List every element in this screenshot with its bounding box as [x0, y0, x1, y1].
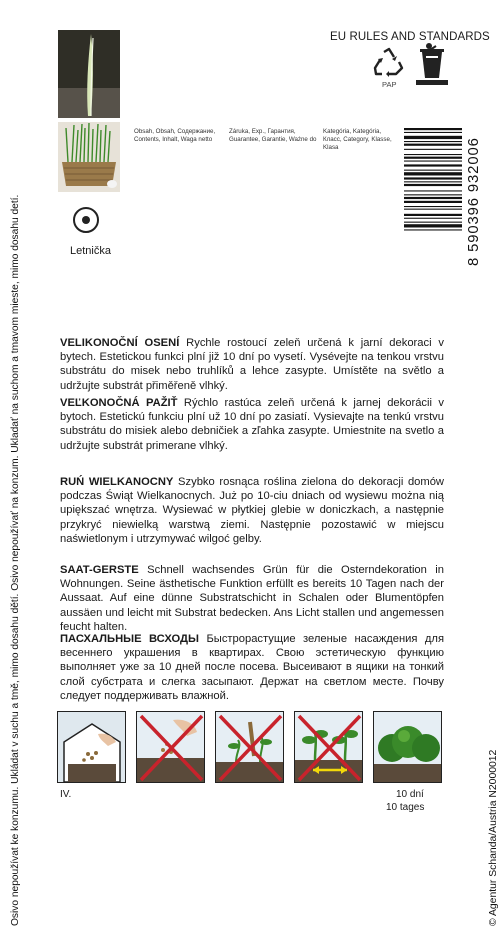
recycle-icon — [372, 46, 406, 80]
sow-month-label: IV. — [60, 789, 72, 800]
barcode-bar — [404, 149, 462, 150]
harvest-days-label: 10 dní — [396, 789, 424, 800]
storage-note-vertical: Osivo nepoužívat ke konzumu. Ukládat v suchu a tmě, mimo dosahu dětí. Osivo nepoužívať na konzum. Ukladať na suchom a tmavom mieste, mimo dosahu detí. — [10, 194, 21, 926]
description-pl-text: Szybko rosnąca roślina zielona do dekoracji domów podczas Świąt Wielkanocnych. Już po 10-ciu dniach od wysiewu można nią upiększać wnętrza. Wysiewać w płytkiej glebie w doniczkach, a następnie przykryć niewielką warstwą ziemi. Następnie pozostawić w miejscu naświetlonym i utrzymywać wilgoć gelby. — [60, 476, 445, 545]
meta-guarantee: Záruka, Exp., Гарантия, Guarantee, Garantie, Ważne do — [229, 128, 317, 143]
barcode-bar — [404, 157, 462, 159]
barcode-bar — [404, 181, 462, 182]
annual-plant-icon — [73, 207, 99, 233]
barcode-bar — [404, 172, 462, 175]
barcode-bar — [404, 177, 462, 179]
pap-label: PAP — [382, 80, 397, 89]
barcode-bar — [404, 141, 462, 142]
barcode-bar — [404, 229, 462, 230]
step-sow-indoor — [57, 711, 126, 783]
step-harvest — [373, 711, 442, 783]
barcode-bar — [404, 132, 462, 133]
step-spacing-crossed — [294, 711, 363, 783]
description-ru-text: Быстрорастущие зеленые насаждения для весеннего украшения в квартирах. Свою эстетическую функцию выполняет уже за 10 дней после посева. Высеивают в ящики на тонкий слой субстрата и слегка засыпают. Держат на светлом месте. Почву следует поддерживать влажной. — [60, 633, 444, 702]
description-sk — [60, 396, 444, 453]
barcode-bar — [404, 184, 462, 186]
description-de-text: Schnell wachsendes Grün für die Osterndekoration in Wohnungen. Seine ästhetische Funktion erfüllt es bereits 10 Tagen nach der Aussaat. Auf eine dünne Substratschicht in Schalen oder Blumentöpfen aussäen und leicht mit Substrat bedecken. Ans Licht stallen und angemessen feucht halten. — [60, 564, 445, 633]
barcode-bar — [404, 197, 462, 199]
barcode-bar — [404, 222, 462, 223]
annual-label: Letnička — [70, 245, 111, 257]
description-cs-title: VELIKONOČNÍ OSENÍ — [60, 337, 180, 349]
description-cs — [60, 336, 444, 393]
barcode-bar — [404, 224, 462, 227]
barcode-bar — [404, 128, 462, 130]
bin-icon — [412, 42, 452, 86]
harvest-days-label-de: 10 tages — [386, 802, 425, 813]
step-transplant-crossed — [215, 711, 284, 783]
step-sow-outdoor-crossed — [136, 711, 205, 783]
company-credit-vertical: © Agentur Schanda/Austria N2000012 — [488, 749, 499, 926]
description-ru — [60, 632, 444, 703]
barcode-bar — [404, 164, 462, 166]
barcode-bar — [404, 209, 462, 210]
barcode-bar — [404, 206, 462, 207]
product-photo-easter-basket — [58, 122, 120, 192]
barcode-bar — [404, 170, 462, 171]
barcode-bar — [404, 144, 462, 146]
meta-contents: Obsah, Obsah, Содержание, Contents, Inhalt, Waga netto — [134, 128, 216, 143]
description-cs-text: Rychle rostoucí zeleň určená k jarní dekoraci v bytech. Estetickou funkci plní již 10 dní po vysetí. Vysévejte na tenkou vrstvu substrátu do misek nebo truhlíků a lehce zasypte. Umístěte na světlo a udržujte substrát přiměřeně vlhký. — [60, 337, 444, 392]
barcode-graphic — [404, 126, 462, 266]
description-ru-title: ПАСХАЛЬНЫЕ ВСХОДЫ — [60, 633, 199, 645]
barcode-number: 8 590396 932006 — [466, 137, 482, 266]
description-de — [60, 563, 444, 634]
product-photo-sprout — [58, 30, 120, 118]
meta-category: Kategória, Kategória, Класс, Category, Klasse, Klasa — [323, 128, 392, 151]
barcode-bar — [404, 154, 462, 155]
eu-standards-title: EU RULES AND STANDARDS — [330, 31, 490, 43]
barcode-bar — [404, 218, 462, 219]
description-sk-text: Rýchlo rastúca zeleň určená k jarnej dekorácii v bytoch. Estetickú funkciu plní už 10 dní po zasiatí. Vysievajte na tenkú vrstvu substrátu do misiek alebo debničiek a zľahka zasypte. Umiestnite na svetlo a udržujte substrát primerane vlhký. — [60, 397, 444, 452]
description-de-title: SAAT-GERSTE — [60, 564, 139, 576]
description-pl-title: RUŃ WIELKANOCNY — [60, 476, 174, 488]
description-sk-title: VEĽKONOČNÁ PAŽIŤ — [60, 397, 178, 409]
sowing-steps — [57, 711, 442, 783]
barcode-bar — [404, 161, 462, 162]
description-pl — [60, 475, 444, 546]
barcode-bar — [404, 136, 462, 139]
barcode-bar — [404, 201, 462, 203]
barcode-bar — [404, 214, 462, 216]
barcode-bar — [404, 190, 462, 191]
barcode-bar — [404, 194, 462, 195]
